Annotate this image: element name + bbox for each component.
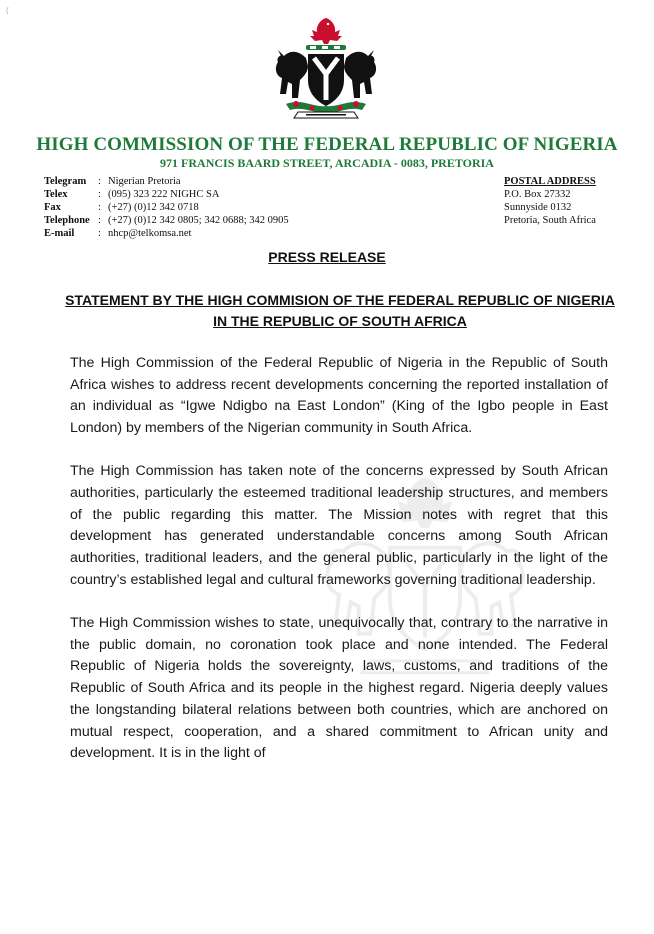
contact-value: (095) 323 222 NIGHC SA [108, 189, 220, 200]
contact-value: nhcp@telkomsa.net [108, 228, 192, 239]
body-paragraph: The High Commission wishes to state, unequivocally that, contrary to the narrative in the public domain, no coronation took place and none intended. The Federal Republic of Nigeria holds the sovereignty, laws, customs, and traditions of the Republic of South Africa and its people in the highest regard. Nigeria deeply values the longstanding bilateral relations between both countries, which are anchored on mutual respect, cooperation, and a shared commitment to African unity and development. It is in the light of [70, 615, 608, 762]
contact-row-fax [44, 201, 289, 214]
contact-separator: : [98, 228, 101, 239]
contact-details [44, 175, 289, 240]
contact-separator: : [98, 176, 101, 187]
contact-label: Fax [44, 202, 61, 213]
postal-address-heading: POSTAL ADDRESS [504, 176, 596, 187]
postal-address-line: Pretoria, South Africa [504, 215, 596, 226]
contact-value: (+27) (0)12 342 0805; 342 0688; 342 0905 [108, 215, 289, 226]
letterhead-title: HIGH COMMISSION OF THE FEDERAL REPUBLIC OF NIGERIA [36, 134, 618, 155]
postal-address [504, 175, 596, 227]
body-paragraph: The High Commission of the Federal Republic of Nigeria in the Republic of South Africa wishes to address recent developments concerning the reported installation of an individual as “Igwe Ndigbo na East London” (King of the Igbo people in East London) by members of the Nigerian community in South Africa. [70, 355, 608, 437]
contact-row-email [44, 227, 289, 240]
contact-separator: : [98, 202, 101, 213]
contact-label: Telex [44, 189, 68, 200]
postal-address-line: Sunnyside 0132 [504, 202, 572, 213]
letterhead-address: 971 FRANCIS BAARD STREET, ARCADIA - 0083, PRETORIA [160, 156, 494, 170]
contact-value: Nigerian Pretoria [108, 176, 181, 187]
body-paragraph: The High Commission has taken note of the concerns expressed by South African authorities, particularly the esteemed traditional leadership structures, and members of the public regarding this matter. The Mission notes with regret that this development has generated understandable concerns among South African authorities, traditional leaders, and the general public, particularly in the light of the country’s established legal and cultural frameworks governing traditional leadership. [70, 463, 608, 588]
contact-label: Telegram [44, 176, 87, 187]
nigeria-coat-of-arms-icon [262, 14, 390, 124]
statement-title: STATEMENT BY THE HIGH COMMISION OF THE FEDERAL REPUBLIC OF NIGERIA IN THE REPUBLIC OF SOUTH AFRICA [65, 292, 615, 329]
contact-row-telephone [44, 214, 289, 227]
contact-value: (+27) (0)12 342 0718 [108, 202, 199, 213]
contact-row-telex [44, 188, 289, 201]
document-body [70, 353, 608, 786]
contact-label: Telephone [44, 215, 90, 226]
scan-artifact: ( [6, 6, 9, 15]
contact-label: E-mail [44, 228, 75, 239]
contact-separator: : [98, 215, 101, 226]
press-release-heading: PRESS RELEASE [268, 249, 386, 265]
contact-row-telegram [44, 175, 289, 188]
postal-address-line: P.O. Box 27332 [504, 189, 571, 200]
contact-separator: : [98, 189, 101, 200]
